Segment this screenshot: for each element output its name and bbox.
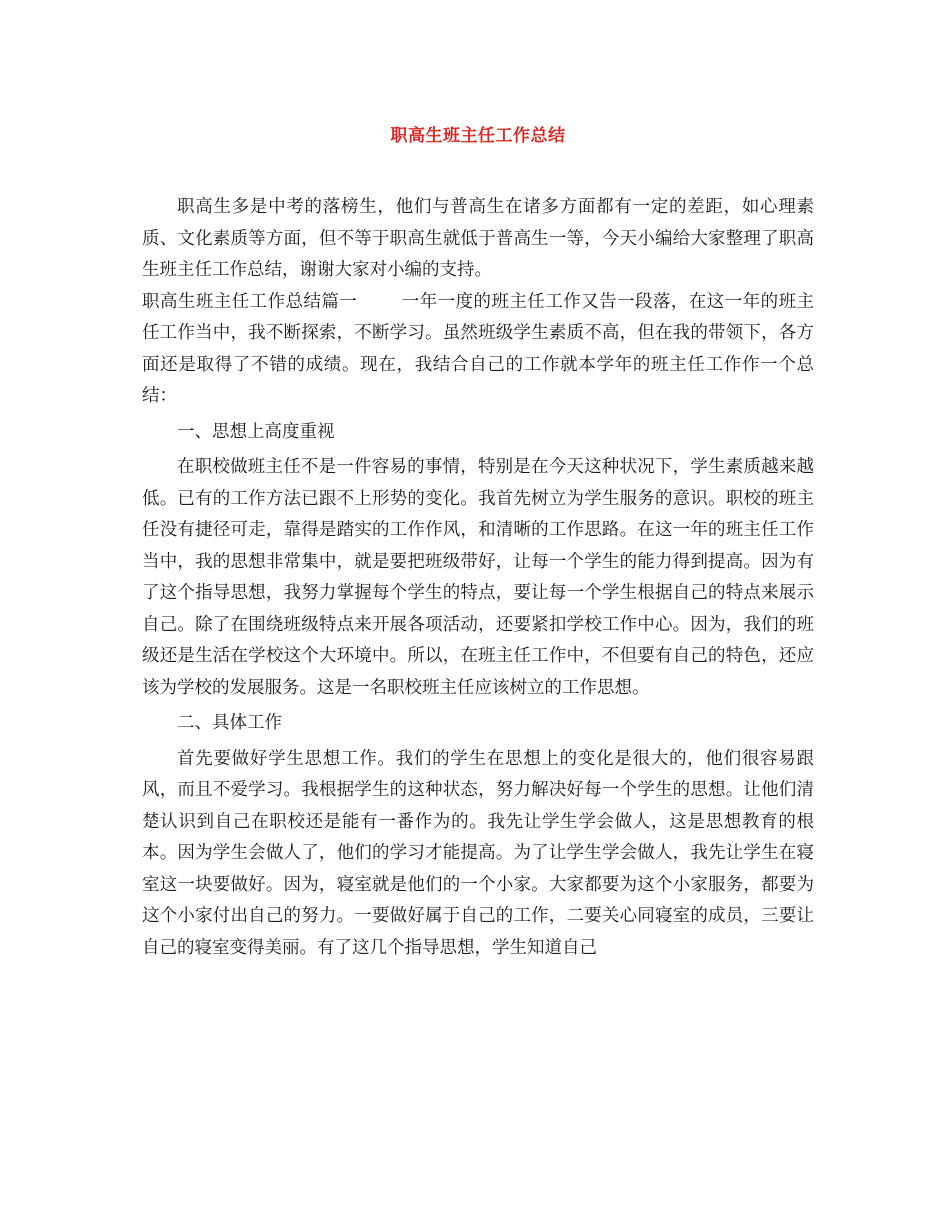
section-text: 一年一度的班主任工作又告一段落，在这一年的班主任工作当中，我不断探索，不断学习。虽然班级学生素质不高，但在我的带领下，各方面还是取得了不错的成绩。现在，我结合自己的工作就本学年的班主任工作作一个总结： xyxy=(142,291,815,406)
document-title: 职高生班主任工作总结 xyxy=(390,126,566,146)
paragraph-two: 首先要做好学生思想工作。我们的学生在思想上的变化是很大的，他们很容易跟风，而且不爱学习。我根据学生的这种状态，努力解决好每一个学生的思想。让他们清楚认识到自己在职校还是能有一番作为的。我先让学生学会做人，这是思想教育的根本。因为学生会做人了，他们的学习才能提高。为了让学生学会做人，我先让学生在寝室这一块要做好。因为，寝室就是他们的一个小家。大家都要为这个小家服务，都要为这个小家付出自己的努力。一要做好属于自己的工作，二要关心同寝室的成员，三要让自己的寝室变得美丽。有了这几个指导思想，学生知道自己 xyxy=(142,748,814,958)
heading-one: 一、思想上高度重视 xyxy=(177,421,335,442)
section-paragraph xyxy=(142,287,814,413)
heading-two: 二、具体工作 xyxy=(177,713,282,733)
intro-paragraph: 职高生多是中考的落榜生，他们与普高生在诸多方面都有一定的差距，如心理素质、文化素质等方面，但不等于职高生就低于普高生一等，今天小编给大家整理了职高生班主任工作总结，谢谢大家对小编的支持。 xyxy=(142,197,814,280)
document-page xyxy=(142,120,814,964)
paragraph-one: 在职校做班主任不是一件容易的事情，特别是在今天这种状况下，学生素质越来越低。已有的工作方法已跟不上形势的变化。我首先树立为学生服务的意识。职校的班主任没有捷径可走，靠得是踏实的工作作风，和清晰的工作思路。在这一年的班主任工作当中，我的思想非常集中，就是要把班级带好，让每一个学生的能力得到提高。因为有了这个指导思想，我努力掌握每个学生的特点，要让每一个学生根据自己的特点来展示自己。除了在围绕班级特点来开展各项活动，还要紧扣学校工作中心。因为，我们的班级还是生活在学校这个大环境中。所以，在班主任工作中，不但要有自己的特色，还应该为学校的发展服务。这是一名职校班主任应该树立的工作思想。 xyxy=(142,457,814,698)
section-label: 职高生班主任工作总结篇一 xyxy=(142,291,358,312)
